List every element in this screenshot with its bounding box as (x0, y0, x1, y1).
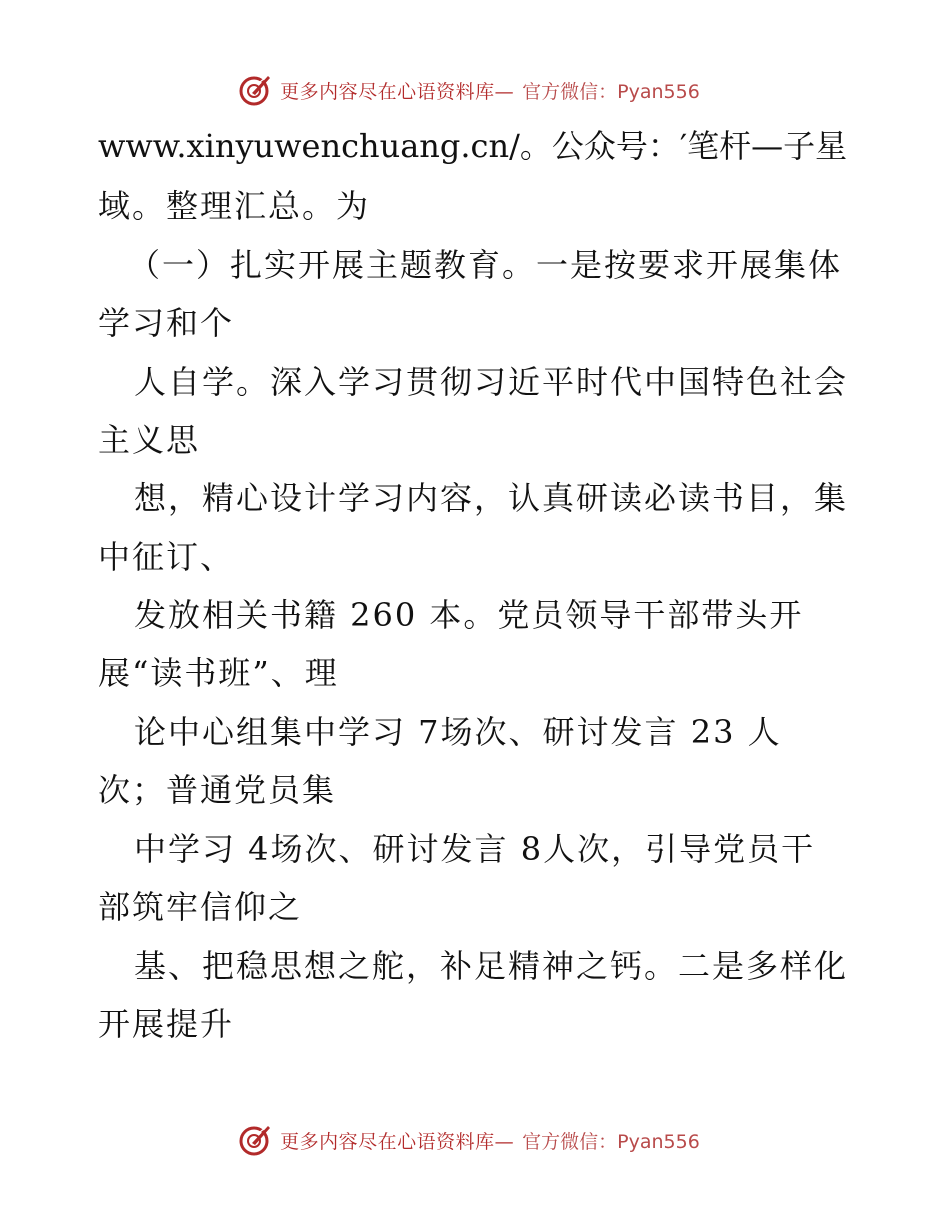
quill-logo-icon (238, 1123, 272, 1157)
paragraph-line: 部筑牢信仰之 (98, 888, 303, 926)
header-banner-wechat: 官方微信：Pyan556 (522, 80, 700, 103)
paragraph-line: 人自学。深入学习贯彻习近平时代中国特色社会 (134, 363, 849, 401)
footer-banner-wechat: 官方微信：Pyan556 (522, 1130, 700, 1153)
footer-banner-content (238, 1123, 700, 1157)
paragraph-line: 想，精心设计学习内容，认真研读必读书目，集 (134, 479, 849, 517)
paragraph-line: 次；普通党员集 (98, 771, 337, 809)
paragraph-line: 开展提升 (98, 1005, 235, 1043)
paragraph-line: 展“读书班”、理 (98, 654, 339, 692)
paragraph-line: www.xinyuwenchuang.cn/。公众号：′笔杆—子星 (98, 127, 848, 165)
paragraph-line: 学习和个 (98, 304, 235, 342)
paragraph-line: 域。整理汇总。为 (98, 187, 371, 225)
paragraph-line: 中学习 4场次、研讨发言 8人次，引导党员干 (134, 830, 816, 868)
paragraph-line: 发放相关书籍 260 本。党员领导干部带头开 (134, 596, 804, 634)
paragraph-line: （一）扎实开展主题教育。一是按要求开展集体 (128, 246, 843, 284)
paragraph-line: 主义思 (98, 421, 201, 459)
footer-banner (0, 1120, 950, 1160)
paragraph-line: 论中心组集中学习 7场次、研讨发言 23 人 (134, 713, 782, 751)
footer-banner-text: 更多内容尽在心语资料库— (280, 1130, 515, 1153)
paragraph-line: 中征订、 (98, 538, 235, 576)
header-banner-text: 更多内容尽在心语资料库— (280, 80, 515, 103)
paragraph-line: 基、把稳思想之舵，补足精神之钙。二是多样化 (134, 947, 849, 985)
